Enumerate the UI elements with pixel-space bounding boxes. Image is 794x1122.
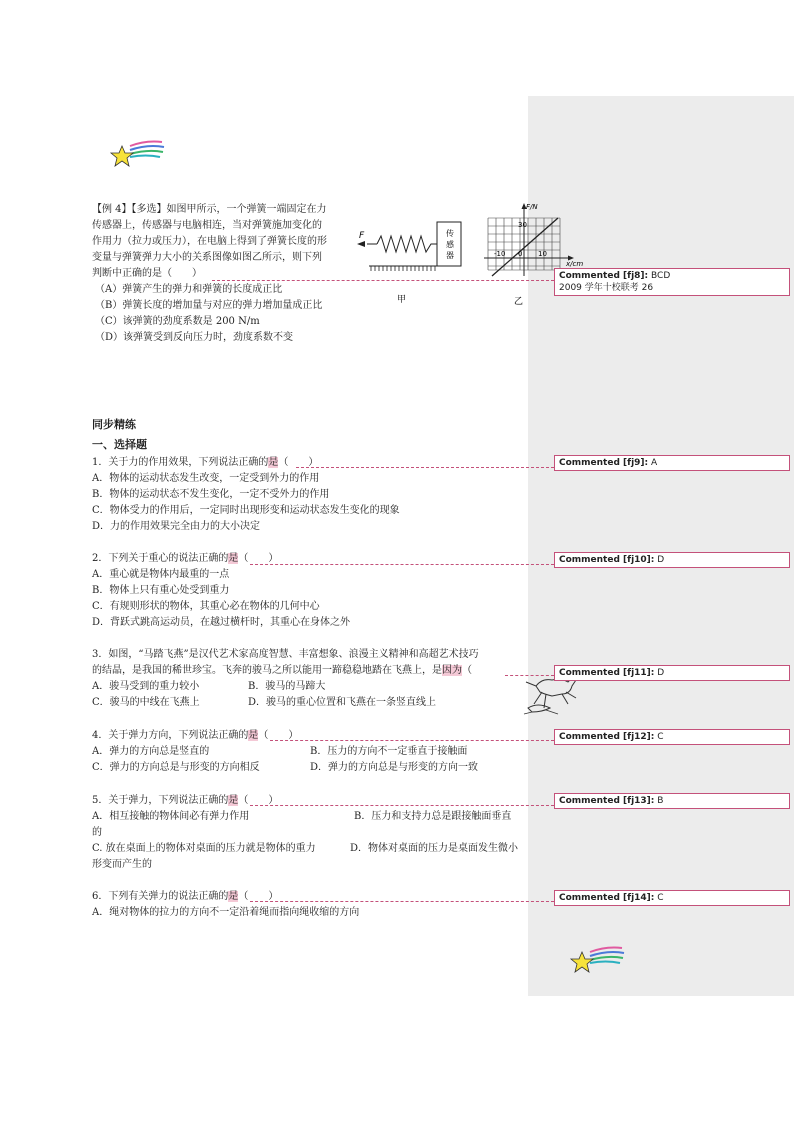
x-axis-label: x/cm	[566, 260, 584, 268]
comment-connector	[270, 740, 554, 741]
q3-option-b: B．骏马的马蹄大	[248, 681, 326, 692]
comment-connector	[212, 280, 554, 281]
comment-text: A	[651, 458, 658, 468]
q4-option-b: B．压力的方向不一定垂直于接触面	[310, 746, 468, 757]
comment-connector	[250, 564, 554, 565]
q5-option-d: D．物体对桌面的压力是桌面发生微小	[350, 843, 519, 854]
q3-option-a: A．骏马受到的重力较小	[92, 681, 200, 692]
tick-neg10: -10	[494, 250, 506, 258]
q4-option-a: A．弹力的方向总是竖直的	[92, 746, 210, 757]
comment-text: C	[657, 732, 664, 742]
section-title: 同步精练	[92, 418, 136, 431]
tick-30: 30	[518, 221, 527, 229]
tick-0: 0	[518, 250, 523, 258]
comment-connector	[250, 901, 554, 902]
q2-option-c: C．有规则形状的物体，其重心必在物体的几何中心	[92, 601, 320, 612]
shooting-star-icon	[108, 138, 166, 174]
q3-stem-2: 的结晶，是我国的稀世珍宝。飞奔的骏马之所以能用一蹄稳稳地踏在飞燕上，是因为（	[92, 665, 472, 676]
sensor-label-2: 感	[446, 240, 454, 249]
comment-text: D	[657, 555, 665, 565]
q2-highlight: 是	[228, 553, 239, 564]
q5-option-b: B．压力和支持力总是跟接触面垂直	[354, 811, 512, 822]
q6-highlight: 是	[228, 891, 239, 902]
force-label: F	[359, 231, 365, 241]
figure-b-caption: 乙	[514, 297, 524, 307]
q2-option-b: B．物体上只有重心处受到重力	[92, 585, 230, 596]
comment-text: B	[657, 796, 664, 806]
comment-label: Commented [fj10]:	[559, 555, 655, 565]
example-option-a: （A）弹簧产生的弹力和弹簧的长度成正比	[95, 284, 283, 295]
q5-option-d-cont: 形变而产生的	[92, 859, 152, 870]
comment-label: Commented [fj8]:	[559, 271, 649, 281]
q4-option-c: C．弹力的方向总是与形变的方向相反	[92, 762, 260, 773]
comment-label: Commented [fj14]:	[559, 893, 655, 903]
example-stem-3: 作用力（拉力或压力），在电脑上得到了弹簧长度的形	[92, 236, 327, 247]
comment-connector	[505, 675, 554, 676]
q1-option-c: C．物体受力的作用后，一定同时出现形变和运动状态发生变化的现象	[92, 505, 400, 516]
comment-fj14[interactable]	[554, 890, 790, 906]
q6-option-a: A．绳对物体的拉力的方向不一定沿着绳而指向绳收缩的方向	[92, 907, 360, 918]
y-axis-label: F/N	[526, 203, 538, 211]
comment-fj12[interactable]	[554, 729, 790, 745]
comment-label: Commented [fj11]:	[559, 668, 655, 678]
q4-stem: 4．关于弹力方向，下列说法正确的是（ ）	[92, 730, 299, 741]
example-line-1	[92, 203, 327, 217]
comment-fj13[interactable]	[554, 793, 790, 809]
q6-stem: 6．下列有关弹力的说法正确的是（ ）	[92, 891, 279, 902]
q3-stem-1: 3．如图，“马踏飞燕”是汉代艺术家高度智慧、丰富想象、浪漫主义精神和高超艺术技巧	[92, 649, 479, 660]
example-stem-1: 如图甲所示，一个弹簧一端固定在力	[166, 204, 327, 215]
comment-fj10[interactable]	[554, 552, 790, 568]
q4-highlight: 是	[248, 730, 259, 741]
sensor-label-3: 器	[446, 251, 454, 260]
example-option-d: （D）该弹簧受到反向压力时，劲度系数不变	[95, 332, 294, 343]
q5-option-b-cont: 的	[92, 827, 102, 838]
comment-text: D	[657, 668, 665, 678]
tick-10: 10	[538, 250, 547, 258]
q5-option-a: A．相互接触的物体间必有弹力作用	[92, 811, 250, 822]
comment-label: Commented [fj9]:	[559, 458, 649, 468]
example-tag: 【例 4】【多选】	[92, 204, 167, 215]
comment-fj9[interactable]	[554, 455, 790, 471]
comment-label: Commented [fj12]:	[559, 732, 655, 742]
shooting-star-icon	[568, 944, 626, 980]
comment-text: C	[657, 893, 664, 903]
q1-stem: 1．关于力的作用效果，下列说法正确的是（ ）	[92, 457, 319, 468]
example-stem-5: 判断中正确的是（ ）	[92, 268, 202, 279]
q5-highlight: 是	[228, 795, 239, 806]
section-subtitle: 一、选择题	[92, 438, 147, 451]
comment-label: Commented [fj13]:	[559, 796, 655, 806]
q5-option-c: C. 放在桌面上的物体对桌面的压力就是物体的重力	[92, 843, 316, 854]
example-stem-2: 传感器上，传感器与电脑相连，当对弹簧施加变化的	[92, 220, 322, 231]
q2-option-a: A．重心就是物体内最重的一点	[92, 569, 230, 580]
sensor-label-1: 传	[446, 229, 454, 238]
comment-connector	[296, 467, 554, 468]
q2-stem: 2．下列关于重心的说法正确的是（ ）	[92, 553, 279, 564]
figure-a-caption: 甲	[397, 295, 407, 305]
q4-option-d: D．弹力的方向总是与形变的方向一致	[310, 762, 479, 773]
q1-option-b: B．物体的运动状态不发生变化，一定不受外力的作用	[92, 489, 330, 500]
spring-sensor-figure	[355, 214, 465, 306]
example-option-b: （B）弹簧长度的增加量与对应的弹力增加量成正比	[95, 300, 323, 311]
comment-extra: 2009 学年十校联考 26	[559, 283, 654, 293]
q5-stem: 5．关于弹力，下列说法正确的是（ ）	[92, 795, 279, 806]
example-stem-4: 变量与弹簧弹力大小的关系图像如图乙所示，则下列	[92, 252, 322, 263]
comment-fj8[interactable]	[554, 268, 790, 296]
q3-option-c: C．骏马的中线在飞燕上	[92, 697, 200, 708]
comment-fj11[interactable]	[554, 665, 790, 681]
q3-highlight: 因为	[442, 665, 462, 676]
q3-option-d: D．骏马的重心位置和飞燕在一条竖直线上	[248, 697, 437, 708]
comment-text: BCD	[651, 271, 671, 281]
comment-connector	[250, 805, 554, 806]
q1-highlight: 是	[268, 457, 279, 468]
q1-option-d: D．力的作用效果完全由力的大小决定	[92, 521, 261, 532]
q1-option-a: A．物体的运动状态发生改变，一定受到外力的作用	[92, 473, 320, 484]
q2-option-d: D．背跃式跳高运动员，在越过横杆时，其重心在身体之外	[92, 617, 351, 628]
example-option-c: （C）该弹簧的劲度系数是 200 N/m	[95, 316, 260, 327]
